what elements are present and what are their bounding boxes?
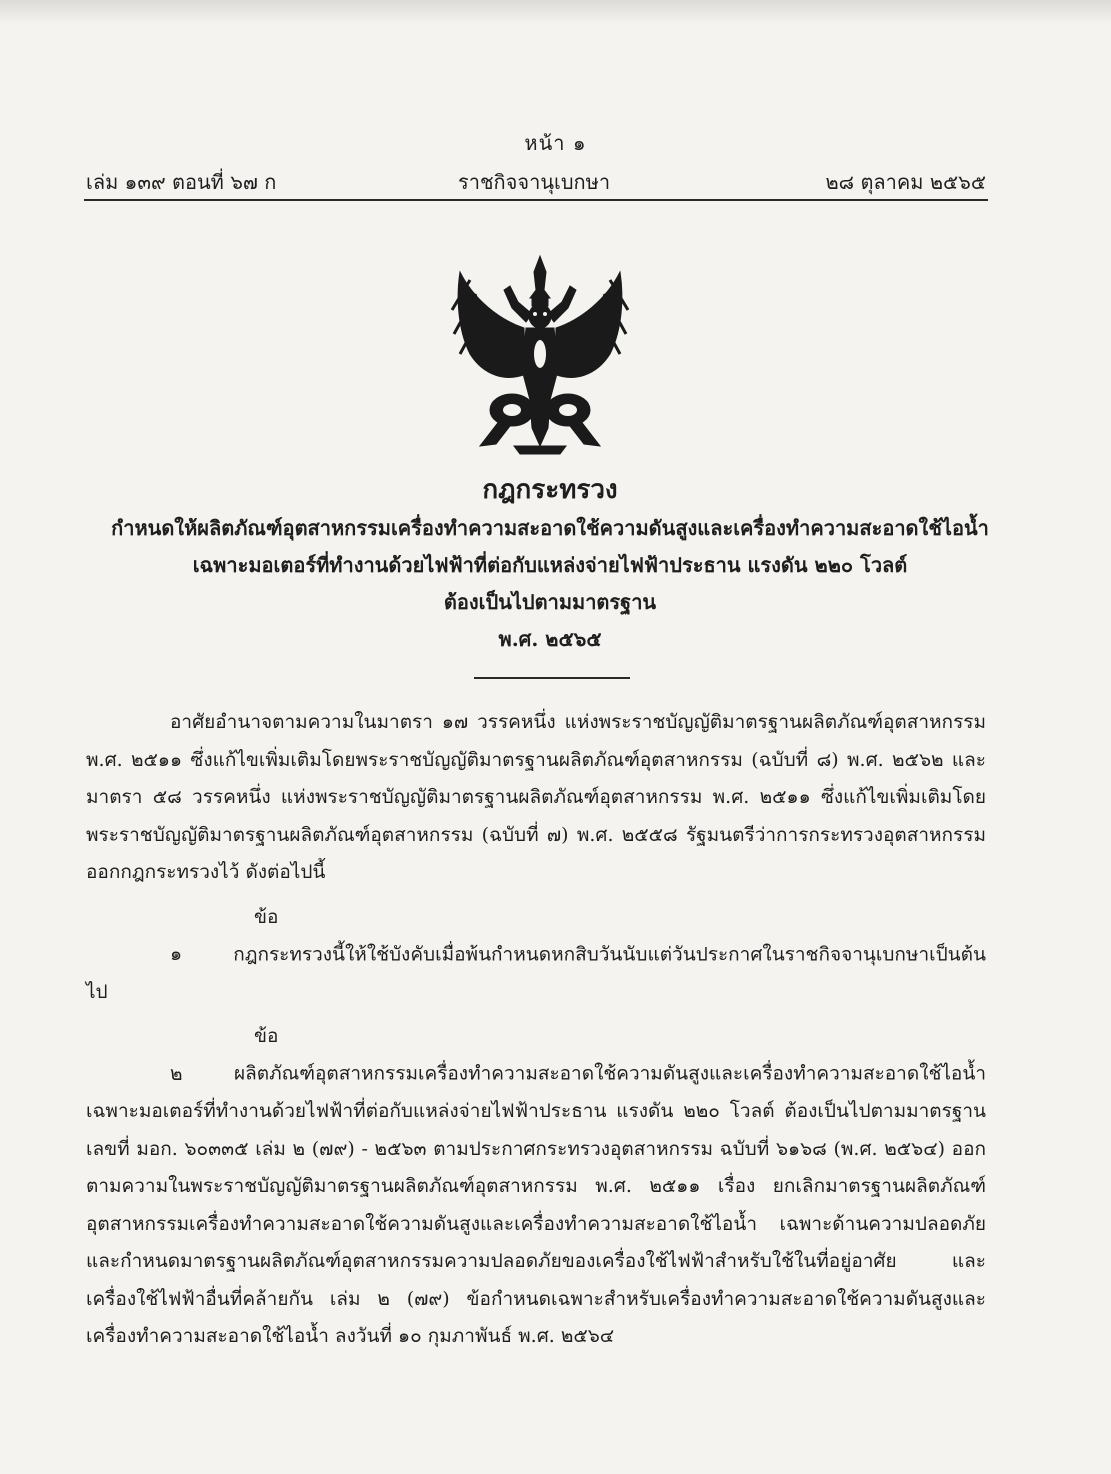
volume-issue: เล่ม ๑๓๙ ตอนที่ ๖๗ ก [86, 170, 277, 194]
document-title: กฎกระทรวง [482, 475, 618, 505]
clause-1 [86, 899, 986, 1012]
document-body [86, 704, 986, 1356]
gazette-header [86, 166, 986, 200]
title-line-1: กำหนดให้ผลิตภัณฑ์อุตสาหกรรมเครื่องทำความสะอาดใช้ความดันสูงและเครื่องทำความสะอาดใช้ไอน้ำ [111, 516, 989, 540]
gazette-name: ราชกิจจานุเบกษา [458, 170, 611, 194]
clause-1-label: ข้อ ๑ [170, 905, 279, 965]
page-number: หน้า ๑ [524, 131, 587, 155]
header-divider [84, 199, 988, 201]
title-line-3: ต้องเป็นไปตามมาตรฐาน [443, 590, 657, 614]
garuda-emblem-icon [440, 250, 640, 460]
title-block [60, 470, 1040, 658]
clause-1-text: กฎกระทรวงนี้ให้ใช้บังคับเมื่อพ้นกำหนดหกสิบวันนับแต่วันประกาศในราชกิจจานุเบกษาเป็นต้นไป [86, 943, 986, 1003]
preamble-paragraph: อาศัยอำนาจตามความในมาตรา ๑๗ วรรคหนึ่ง แห่งพระราชบัญญัติมาตรฐานผลิตภัณฑ์อุตสาหกรรม พ.ศ. ๒๕๑๑ ซึ่งแก้ไขเพิ่มเติมโดยพระราชบัญญัติมาตรฐานผลิตภัณฑ์อุตสาหกรรม (ฉบับที่ ๘) พ.ศ. ๒๕๖๒ และมาตรา ๕๘ วรรคหนึ่ง แห่งพระราชบัญญัติมาตรฐานผลิตภัณฑ์อุตสาหกรรม พ.ศ. ๒๕๑๑ ซึ่งแก้ไขเพิ่มเติมโดยพระราชบัญญัติมาตรฐานผลิตภัณฑ์อุตสาหกรรม (ฉบับที่ ๗) พ.ศ. ๒๕๕๘ รัฐมนตรีว่าการกระทรวงอุตสาหกรรมออกกฎกระทรวงไว้ ดังต่อไปนี้ [86, 711, 986, 883]
clause-2-text: ผลิตภัณฑ์อุตสาหกรรมเครื่องทำความสะอาดใช้ความดันสูงและเครื่องทำความสะอาดใช้ไอน้ำ เฉพาะมอเตอร์ที่ทำงานด้วยไฟฟ้าที่ต่อกับแหล่งจ่ายไฟฟ้าประธาน แรงดัน ๒๒๐ โวลต์ ต้องเป็นไปตามมาตรฐานเลขที่ มอก. ๖๐๓๓๕ เล่ม ๒ (๗๙) - ๒๕๖๓ ตามประกาศกระทรวงอุตสาหกรรม ฉบับที่ ๖๑๖๘ (พ.ศ. ๒๕๖๔) ออกตามความในพระราชบัญญัติมาตรฐานผลิตภัณฑ์อุตสาหกรรม พ.ศ. ๒๕๑๑ เรื่อง ยกเลิกมาตรฐานผลิตภัณฑ์อุตสาหกรรมเครื่องทำความสะอาดใช้ความดันสูงและเครื่องทำความสะอาดใช้ไอน้ำ เฉพาะด้านความปลอดภัย และกำหนดมาตรฐานผลิตภัณฑ์อุตสาหกรรมความปลอดภัยของเครื่องใช้ไฟฟ้าสำหรับใช้ในที่อยู่อาศัย และเครื่องใช้ไฟฟ้าอื่นที่คล้ายกัน เล่ม ๒ (๗๙) ข้อกำหนดเฉพาะสำหรับเครื่องทำความสะอาดใช้ความดันสูงและเครื่องทำความสะอาดใช้ไอน้ำ ลงวันที่ ๑๐ กุมภาพันธ์ พ.ศ. ๒๕๖๔ [86, 1062, 986, 1347]
title-divider [474, 677, 630, 679]
publication-date: ๒๘ ตุลาคม ๒๕๖๕ [825, 170, 986, 194]
title-line-2: เฉพาะมอเตอร์ที่ทำงานด้วยไฟฟ้าที่ต่อกับแหล่งจ่ายไฟฟ้าประธาน แรงดัน ๒๒๐ โวลต์ [192, 553, 908, 577]
clause-2-label: ข้อ ๒ [170, 1025, 279, 1085]
title-year: พ.ศ. ๒๕๖๕ [498, 627, 602, 651]
clause-2 [86, 1018, 986, 1356]
